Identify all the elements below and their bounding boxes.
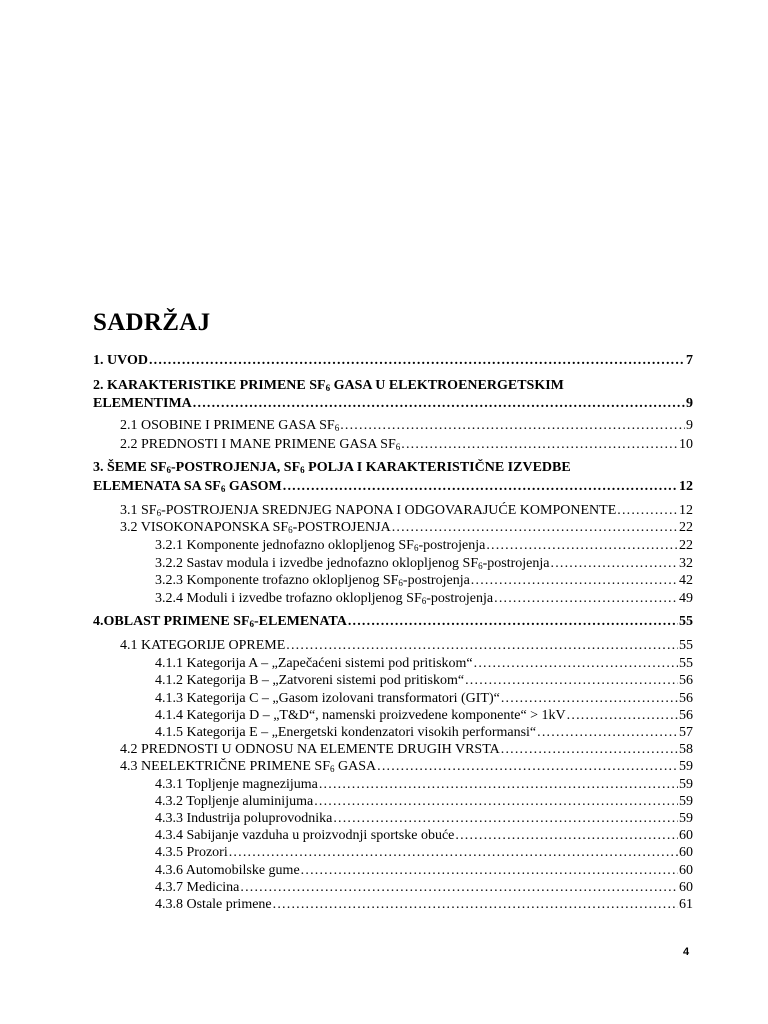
leader-dots <box>286 637 678 655</box>
toc-entry-4-3[interactable] <box>120 758 693 778</box>
toc-entry-label: 4.1.5 Kategorija E – „Energetski kondenzatori visokih performansi“ <box>155 725 537 740</box>
toc-entry-label: 4.2 PREDNOSTI U ODNOSU NA ELEMENTE DRUGIH VRSTA <box>120 742 500 757</box>
toc-entry-4-3-5[interactable] <box>155 844 693 862</box>
leader-dots <box>567 707 678 725</box>
toc-entry-label: 1. UVOD <box>93 353 148 368</box>
leader-dots <box>229 844 678 862</box>
toc-entry-page: 32 <box>679 556 693 571</box>
toc-entry-4-1-5[interactable] <box>155 724 693 742</box>
toc-entry-page: 42 <box>679 573 693 588</box>
toc-entry-label: 4.1.2 Kategorija B – „Zatvoreni sistemi pod pritiskom“ <box>155 673 465 688</box>
toc-entry-label: 4.3.6 Automobilske gume <box>155 863 300 878</box>
toc-entry-4-3-8[interactable] <box>155 896 693 914</box>
toc-entry-4-3-2[interactable] <box>155 793 693 811</box>
toc-entry-label: 3.1 $SF_6$-POSTROJENJA SREDNJEG NAPONA I ODGOVARAJUĆE KOMPONENTE <box>120 503 617 518</box>
leader-dots <box>501 741 678 759</box>
toc-entry-3[interactable] <box>93 478 693 498</box>
toc-entry-label: ELEMENTIMA <box>93 396 192 411</box>
toc-entry-label: 4.3.8 Ostale primene <box>155 897 272 912</box>
toc-entry-page: 56 <box>679 691 693 706</box>
leader-dots <box>474 655 678 673</box>
toc-entry-page: 60 <box>679 828 693 843</box>
toc-entry-label: 4.3 NEELEKTRIČNE PRIMENE $SF_6$ GASA <box>120 759 377 774</box>
leader-dots <box>501 690 678 708</box>
toc-title: SADRŽAJ <box>93 309 211 336</box>
toc-entry-label: 4.OBLAST PRIMENE $SF_6$-ELEMENATA <box>93 614 347 629</box>
toc-entry-page: 55 <box>679 614 693 629</box>
toc-entry-page: 12 <box>679 479 693 494</box>
toc-entry-label: 3.2.4 Moduli i izvedbe trofazno oklopljenog $SF_6$-postrojenja <box>155 591 494 606</box>
leader-dots <box>273 896 678 914</box>
toc-entry-page: 58 <box>679 742 693 757</box>
toc-entry-4-3-3[interactable] <box>155 810 693 828</box>
toc-entry-page: 59 <box>679 777 693 792</box>
leader-dots <box>401 436 678 454</box>
toc-entry-4-3-7[interactable] <box>155 879 693 897</box>
toc-entry-page: 7 <box>686 353 693 368</box>
leader-dots <box>240 879 678 897</box>
toc-entry-page: 56 <box>679 708 693 723</box>
leader-dots <box>314 793 678 811</box>
toc-entry-3-2-4[interactable] <box>155 590 693 610</box>
leader-dots <box>301 862 678 880</box>
leader-dots <box>471 572 678 590</box>
toc-entry-page: 59 <box>679 794 693 809</box>
leader-dots <box>455 827 678 845</box>
toc-entry-4-1-2[interactable] <box>155 672 693 690</box>
toc-entry-page: 59 <box>679 759 693 774</box>
toc-entry-page: 59 <box>679 811 693 826</box>
toc-entry-page: 60 <box>679 845 693 860</box>
toc-entry-1[interactable] <box>93 352 693 370</box>
toc-entry-page: 60 <box>679 863 693 878</box>
toc-entry-4-3-4[interactable] <box>155 827 693 845</box>
toc-entry-3-2-1[interactable] <box>155 537 693 557</box>
toc-entry-label: 3.2 VISOKONAPONSKA $SF_6$-POSTROJENJA <box>120 520 391 535</box>
toc-entry-page: 10 <box>679 437 693 452</box>
toc-entry-4-1-4[interactable] <box>155 707 693 725</box>
toc-entry-label: 4.1 KATEGORIJE OPREME <box>120 638 286 653</box>
toc-entry-2-line1: 2. KARAKTERISTIKE PRIMENE $SF_6$ GASA U ELEKTROENERGETSKIM <box>93 378 564 393</box>
toc-entry-page: 55 <box>679 656 693 671</box>
leader-dots <box>551 555 679 573</box>
toc-entry-2-2[interactable] <box>120 436 693 456</box>
toc-entry-page: 9 <box>686 418 693 433</box>
toc-entry-2-1[interactable] <box>120 417 693 437</box>
toc-entry-label: 4.3.5 Prozori <box>155 845 228 860</box>
toc-entry-label: 4.3.2 Topljenje aluminijuma <box>155 794 314 809</box>
toc-entry-label: 4.3.3 Industrija poluprovodnika <box>155 811 333 826</box>
leader-dots <box>193 395 685 413</box>
leader-dots <box>617 502 678 520</box>
toc-entry-4-2[interactable] <box>120 741 693 759</box>
toc-entry-label: 3.2.2 Sastav modula i izvedbe jednofazno oklopljenog $SF_6$-postrojenja <box>155 556 550 571</box>
toc-entry-label: 3.2.3 Komponente trofazno oklopljenog $SF_6$-postrojenja <box>155 573 470 588</box>
toc-entry-3-line1: 3. ŠEME $SF_6$-POSTROJENJA, $SF_6$ POLJA I KARAKTERISTIČNE IZVEDBE <box>93 460 571 475</box>
leader-dots <box>465 672 678 690</box>
leader-dots <box>333 810 678 828</box>
toc-entry-page: 22 <box>679 538 693 553</box>
leader-dots <box>392 519 678 537</box>
toc-entry-page: 60 <box>679 880 693 895</box>
toc-entry-4-3-6[interactable] <box>155 862 693 880</box>
toc-entry-page: 22 <box>679 520 693 535</box>
toc-entry-page: 56 <box>679 673 693 688</box>
leader-dots <box>340 417 685 435</box>
toc-entry-label: 4.3.7 Medicina <box>155 880 240 895</box>
leader-dots <box>537 724 678 742</box>
toc-entry-4-1-3[interactable] <box>155 690 693 708</box>
toc-entry-page: 9 <box>686 396 693 411</box>
toc-entry-label: 2.2 PREDNOSTI I MANE PRIMENE GASA $SF_6$ <box>120 437 401 452</box>
toc-entry-label: 2.1 OSOBINE I PRIMENE GASA $SF_6$ <box>120 418 340 433</box>
toc-entry-label: 3.2.1 Komponente jednofazno oklopljenog $SF_6$-postrojenja <box>155 538 486 553</box>
leader-dots <box>486 537 678 555</box>
toc-entry-page: 55 <box>679 638 693 653</box>
toc-entry-page: 12 <box>679 503 693 518</box>
leader-dots <box>283 478 678 496</box>
toc-entry-label: 4.1.1 Kategorija A – „Zapečaćeni sistemi pod pritiskom“ <box>155 656 473 671</box>
toc-entry-label: 4.1.3 Kategorija C – „Gasom izolovani transformatori (GIT)“ <box>155 691 500 706</box>
toc-entry-4-1[interactable] <box>120 637 693 655</box>
toc-entry-page: 57 <box>679 725 693 740</box>
leader-dots <box>348 613 678 631</box>
page-number: 4 <box>683 946 690 958</box>
toc-entry-label: ELEMENATA SA $SF_6$ GASOM <box>93 479 282 494</box>
toc-entry-page: 61 <box>679 897 693 912</box>
toc-entry-page: 49 <box>679 591 693 606</box>
toc-entry-4-1-1[interactable] <box>155 655 693 673</box>
toc-entry-3-2[interactable] <box>120 519 693 539</box>
toc-entry-label: 4.1.4 Kategorija D – „T&D“, namenski proizvedene komponente“ > 1kV <box>155 708 566 723</box>
toc-entry-label: 4.3.4 Sabijanje vazduha u proizvodnji sportske obuće <box>155 828 455 843</box>
leader-dots <box>319 776 678 794</box>
toc-entry-4-3-1[interactable] <box>155 776 693 794</box>
toc-entry-2[interactable] <box>93 395 693 413</box>
leader-dots <box>494 590 678 608</box>
leader-dots <box>377 758 678 776</box>
toc-entry-label: 4.3.1 Topljenje magnezijuma <box>155 777 318 792</box>
toc-entry-4[interactable] <box>93 613 693 633</box>
toc-entry-3-2-3[interactable] <box>155 572 693 592</box>
leader-dots <box>149 352 685 370</box>
